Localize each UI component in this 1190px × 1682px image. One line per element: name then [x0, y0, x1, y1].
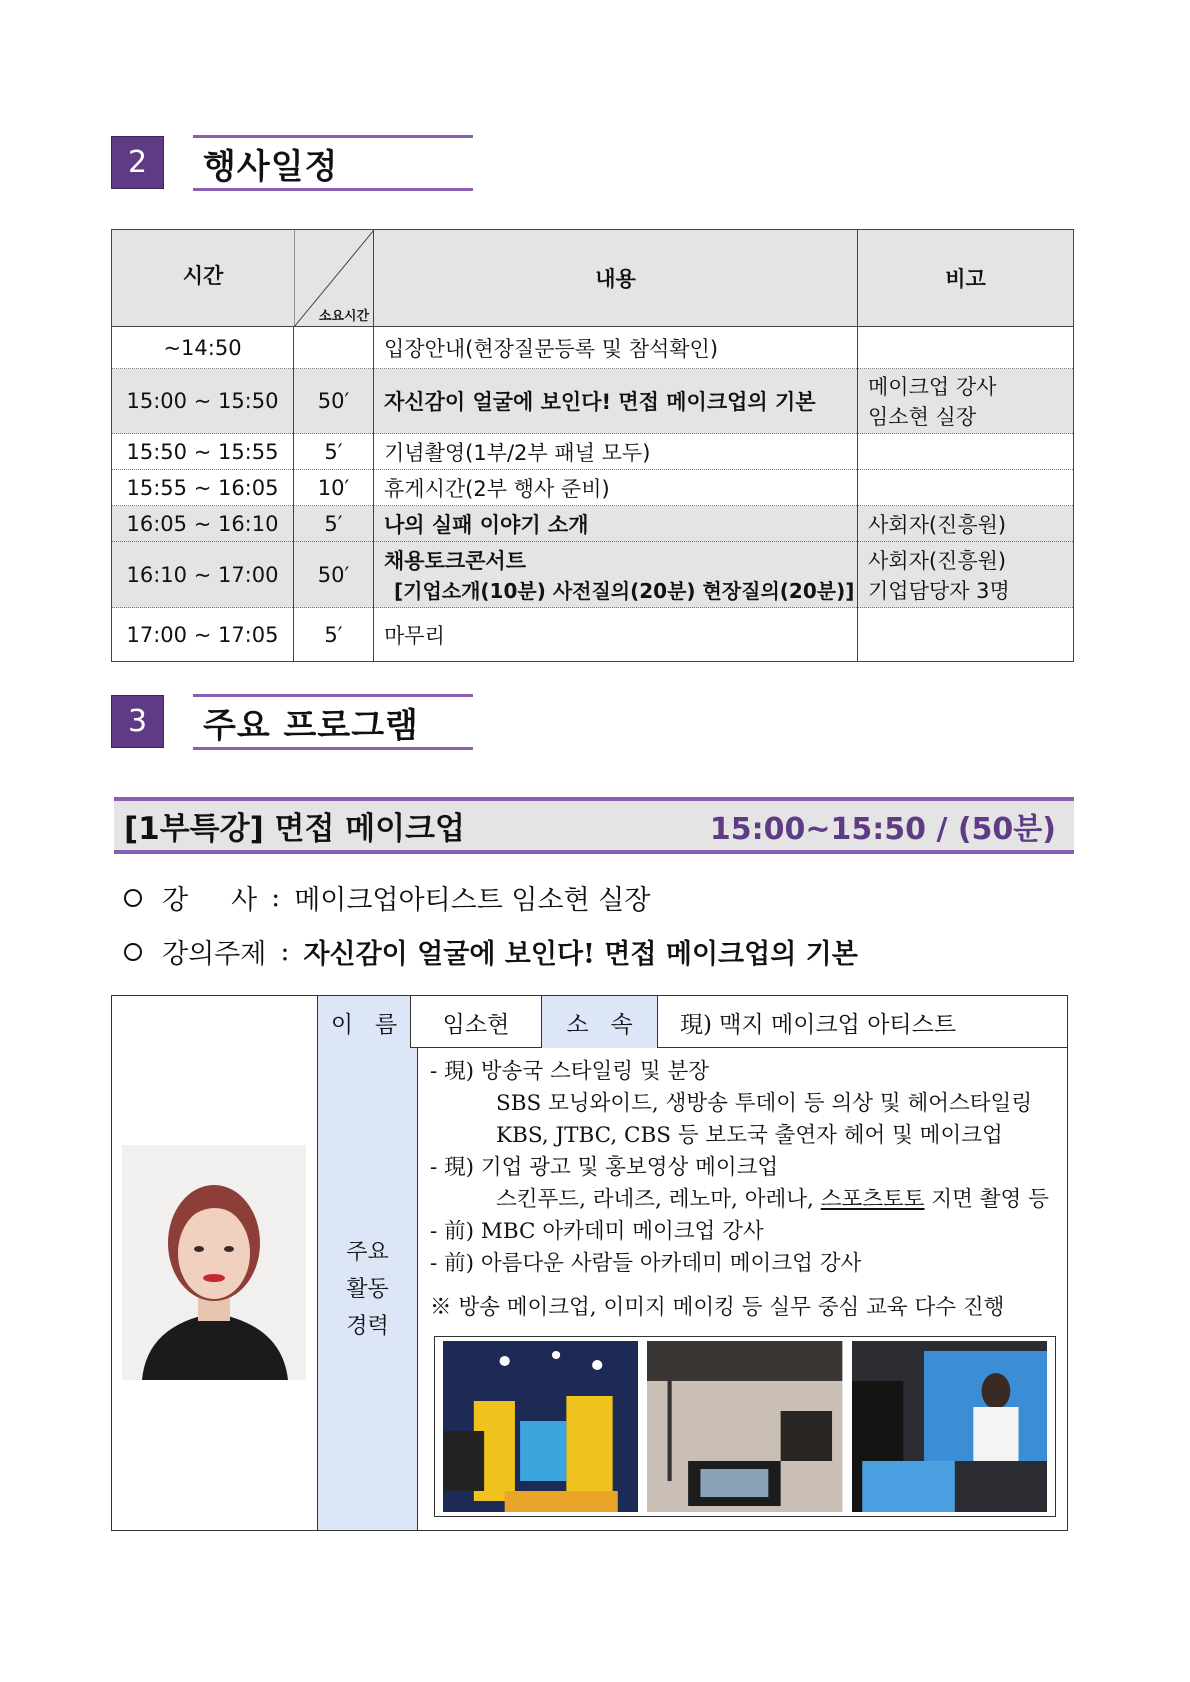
career-text-underlined: 스포츠토토: [820, 1187, 925, 1212]
table-row: [112, 608, 1074, 662]
colon: :: [271, 882, 281, 913]
header-content: 내용: [374, 230, 858, 327]
cell-duration: [294, 327, 374, 369]
cell-time: 17:00 ~ 17:05: [112, 608, 294, 662]
cell-duration: 5′: [294, 506, 374, 542]
cell-time: 15:50 ~ 15:55: [112, 434, 294, 470]
lecturer-label: 강 사: [162, 885, 258, 916]
cell-note: [858, 327, 1074, 369]
header-note: 비고: [858, 230, 1074, 327]
header-duration: 소요시간: [318, 309, 369, 324]
section-title: 주요 프로그램: [193, 694, 473, 750]
topic-value: 자신감이 얼굴에 보인다! 면접 메이크업의 기본: [303, 939, 858, 970]
schedule-table: [111, 229, 1074, 662]
table-row: [112, 369, 1074, 434]
newsroom-photo: [852, 1341, 1047, 1512]
career-item: SBS 모닝와이드, 생방송 투데이 등 의상 및 헤어스타일링: [496, 1091, 1033, 1116]
cell-content: 자신감이 얼굴에 보인다! 면접 메이크업의 기본: [374, 369, 858, 434]
note-line: 사회자(진흥원): [868, 548, 1007, 573]
career-text: 지면 촬영 등: [924, 1187, 1049, 1212]
cell-time: 15:00 ~ 15:50: [112, 369, 294, 434]
cell-duration: 5′: [294, 608, 374, 662]
studio-image: [443, 1341, 638, 1512]
career-item: KBS, JTBC, CBS 등 보도국 출연자 헤어 및 메이크업: [496, 1123, 1003, 1148]
header-time: 시간: [182, 264, 224, 288]
note-line: 기업담당자 3명: [868, 578, 1010, 603]
name-label: 이 름: [318, 996, 411, 1048]
topic-line: [124, 932, 858, 971]
cell-time: 16:05 ~ 16:10: [112, 506, 294, 542]
cell-note: [858, 434, 1074, 470]
lecturer-profile: [111, 995, 1068, 1531]
career-list: [430, 1056, 1049, 1324]
cell-content: [374, 542, 858, 608]
section-title: 행사일정: [193, 135, 473, 191]
career-label-line: 경력: [346, 1313, 389, 1339]
cell-content: 나의 실패 이야기 소개: [374, 506, 858, 542]
cell-content: 입장안내(현장질문등록 및 참석확인): [374, 327, 858, 369]
section-number: 2: [111, 136, 164, 189]
cell-note: [858, 542, 1074, 608]
note-line: 임소현 실장: [868, 405, 977, 429]
cell-duration: 5′: [294, 434, 374, 470]
photo-column: [112, 996, 318, 1530]
cell-content: 휴게시간(2부 행사 준비): [374, 470, 858, 506]
cell-content: 마무리: [374, 608, 858, 662]
colon: :: [280, 936, 290, 967]
circle-bullet-icon: [124, 889, 142, 907]
affiliation-value: 現) 맥지 메이크업 아티스트: [680, 1011, 957, 1038]
cell-note: [858, 608, 1074, 662]
career-item: - 前) 아름다운 사람들 아카데미 메이크업 강사: [430, 1251, 862, 1276]
cell-note: [858, 470, 1074, 506]
header-time-duration: [112, 230, 374, 327]
cell-note: [858, 369, 1074, 434]
lecturer-photo: [122, 1145, 306, 1380]
newsroom-image: [852, 1341, 1047, 1512]
cell-content: 기념촬영(1부/2부 패널 모두): [374, 434, 858, 470]
cell-time: ~14:50: [112, 327, 294, 369]
table-row: [112, 470, 1074, 506]
cell-time: 15:55 ~ 16:05: [112, 470, 294, 506]
career-item: [430, 1184, 1049, 1216]
set-image: [647, 1341, 842, 1512]
career-item: - 現) 방송국 스타일링 및 분장: [430, 1059, 710, 1084]
cell-duration: 50′: [294, 369, 374, 434]
note-line: 메이크업 강사: [868, 375, 997, 399]
cell-note: 사회자(진흥원): [858, 506, 1074, 542]
profile-name-row: [318, 996, 1067, 1048]
affiliation-label: 소 속: [542, 996, 658, 1048]
program-title: [1부특강] 면접 메이크업: [124, 811, 466, 847]
name-value: 임소현: [411, 996, 542, 1048]
content-line: [기업소개(10분) 사전질의(20분) 현장질의(20분)]: [394, 579, 855, 603]
career-item: - 前) MBC 아카데미 메이크업 강사: [430, 1219, 764, 1244]
content-line: 채용토크콘서트: [384, 549, 527, 573]
studio-photo: [443, 1341, 638, 1512]
program-title-bar: [114, 797, 1074, 854]
table-row: [112, 434, 1074, 470]
career-item: - 現) 기업 광고 및 홍보영상 메이크업: [430, 1155, 779, 1180]
program-time: 15:00~15:50 / (50분): [709, 811, 1056, 847]
cell-time: 16:10 ~ 17:00: [112, 542, 294, 608]
career-note: ※ 방송 메이크업, 이미지 메이킹 등 실무 중심 교육 다수 진행: [430, 1295, 1005, 1320]
career-label-line: 주요: [346, 1239, 389, 1265]
cell-duration: 50′: [294, 542, 374, 608]
topic-label: 강의주제: [162, 939, 267, 970]
career-label-line: 활동: [346, 1276, 389, 1302]
set-photo: [647, 1341, 842, 1512]
section-number: 3: [111, 695, 164, 748]
lecturer-value: 메이크업아티스트 임소현 실장: [294, 885, 651, 916]
circle-bullet-icon: [124, 943, 142, 961]
table-row: [112, 542, 1074, 608]
career-label: [318, 1048, 418, 1530]
lecturer-line: [124, 878, 650, 917]
table-row: [112, 327, 1074, 369]
cell-duration: 10′: [294, 470, 374, 506]
table-header-row: [112, 230, 1074, 327]
portrait-image: [122, 1145, 306, 1380]
table-row: [112, 506, 1074, 542]
activity-photos: [434, 1336, 1056, 1517]
career-text: 스킨푸드, 라네즈, 레노마, 아레나,: [496, 1187, 821, 1212]
